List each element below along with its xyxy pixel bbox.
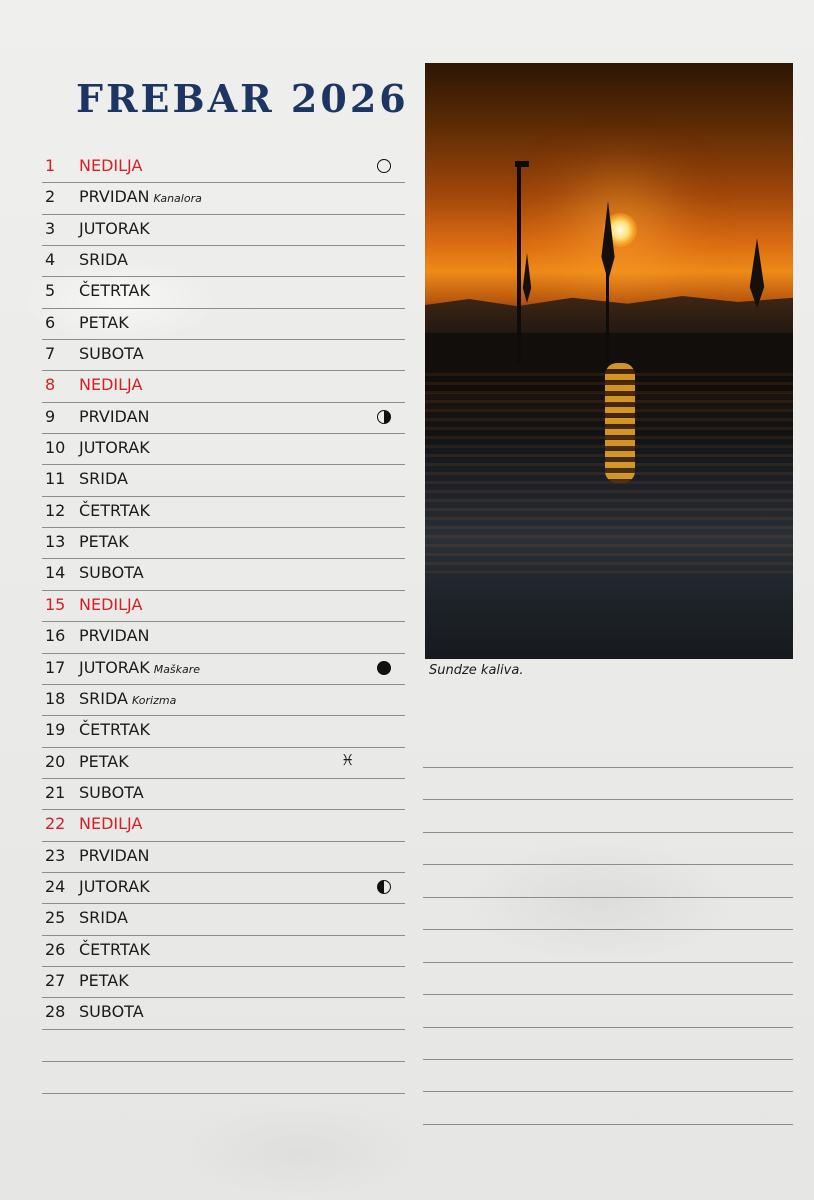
day-name-wrap xyxy=(79,438,150,457)
day-row xyxy=(42,309,405,340)
day-name: JUTORAK xyxy=(79,218,150,238)
day-number: 3 xyxy=(45,218,56,238)
day-name-wrap xyxy=(79,940,150,959)
day-row xyxy=(42,528,405,559)
day-number: 8 xyxy=(45,375,56,395)
day-name: JUTORAK xyxy=(79,657,150,677)
day-name: PETAK xyxy=(79,312,129,332)
day-name-wrap xyxy=(79,752,129,771)
day-row xyxy=(42,779,405,810)
umbrella xyxy=(520,253,534,303)
day-name-wrap xyxy=(79,1002,144,1021)
pisces-icon: ♓ xyxy=(341,750,355,769)
notes-area xyxy=(423,767,793,1125)
day-name: PRVIDAN xyxy=(79,406,150,426)
sun-reflection xyxy=(605,363,635,483)
day-name-wrap xyxy=(79,814,142,833)
day-number: 11 xyxy=(45,469,66,489)
day-name: ČETRTAK xyxy=(79,720,150,740)
hills xyxy=(425,281,793,341)
note-line xyxy=(423,833,793,865)
day-row xyxy=(42,622,405,653)
day-name: NEDILJA xyxy=(79,375,143,395)
day-list xyxy=(42,152,405,1094)
day-name: PRVIDAN xyxy=(79,626,150,646)
day-row xyxy=(42,591,405,622)
umbrella-pole xyxy=(606,273,609,363)
day-number: 17 xyxy=(45,657,66,677)
day-name-wrap xyxy=(79,281,150,300)
day-row xyxy=(42,152,405,183)
day-name: SRIDA xyxy=(79,250,128,270)
day-row xyxy=(42,936,405,967)
day-name-wrap xyxy=(79,375,142,394)
day-number: 12 xyxy=(45,500,66,520)
day-number: 2 xyxy=(45,187,56,207)
day-number: 1 xyxy=(45,156,56,175)
day-number: 21 xyxy=(45,782,66,802)
day-row xyxy=(42,277,405,308)
note-line xyxy=(423,930,793,962)
day-name-wrap xyxy=(79,626,150,645)
day-name: ČETRTAK xyxy=(79,939,150,959)
day-row xyxy=(42,215,405,246)
day-name-wrap xyxy=(79,595,142,614)
day-row xyxy=(42,748,405,779)
day-row xyxy=(42,497,405,528)
day-number: 13 xyxy=(45,532,66,552)
day-name-wrap xyxy=(79,846,150,865)
day-name-wrap xyxy=(79,501,150,520)
day-row xyxy=(42,654,405,685)
day-name-wrap xyxy=(79,689,176,708)
calendar-title: FREBAR 2026 xyxy=(76,76,409,121)
day-row xyxy=(42,465,405,496)
day-name: SRIDA xyxy=(79,469,128,489)
day-name-wrap xyxy=(79,658,200,677)
day-name-wrap xyxy=(79,344,144,363)
day-number: 23 xyxy=(45,845,66,865)
day-row xyxy=(42,183,405,214)
day-number: 27 xyxy=(45,970,66,990)
day-name: ČETRTAK xyxy=(79,281,150,301)
day-number: 22 xyxy=(45,814,66,834)
day-name-wrap xyxy=(79,563,144,582)
day-name-wrap xyxy=(79,407,150,426)
day-name-wrap xyxy=(79,783,144,802)
day-name: NEDILJA xyxy=(79,156,143,175)
day-name: JUTORAK xyxy=(79,876,150,896)
note-line xyxy=(423,1092,793,1124)
note-line xyxy=(423,800,793,832)
day-name-wrap xyxy=(79,720,150,739)
day-number: 7 xyxy=(45,344,56,364)
note-line xyxy=(423,1028,793,1060)
day-number: 6 xyxy=(45,312,56,332)
full-moon-icon xyxy=(377,159,391,173)
holiday-note: Maškare xyxy=(153,662,201,676)
day-number: 9 xyxy=(45,406,56,426)
holiday-note: Kanalora xyxy=(153,192,202,206)
note-line xyxy=(423,768,793,800)
day-name-wrap xyxy=(79,219,150,238)
day-name-wrap xyxy=(79,532,129,551)
sunset-photo xyxy=(425,63,793,659)
blank-row xyxy=(42,1030,405,1062)
new-moon-icon xyxy=(377,661,391,675)
note-line xyxy=(423,995,793,1027)
day-row xyxy=(42,434,405,465)
day-number: 25 xyxy=(45,908,66,928)
note-line xyxy=(423,898,793,930)
day-name: PRVIDAN xyxy=(79,187,150,207)
day-name-wrap xyxy=(79,156,142,175)
day-number: 28 xyxy=(45,1002,66,1022)
day-number: 16 xyxy=(45,626,66,646)
day-name: SRIDA xyxy=(79,688,128,708)
photo-caption: Sundze kaliva. xyxy=(429,663,524,678)
day-row xyxy=(42,873,405,904)
day-name: JUTORAK xyxy=(79,438,150,458)
holiday-note: Korizma xyxy=(131,693,177,707)
day-row xyxy=(42,716,405,747)
day-row xyxy=(42,685,405,716)
day-row xyxy=(42,371,405,402)
day-name-wrap xyxy=(79,250,128,269)
day-number: 15 xyxy=(45,594,66,614)
day-row xyxy=(42,246,405,277)
blank-row xyxy=(42,1062,405,1094)
day-row xyxy=(42,403,405,434)
day-name: SUBOTA xyxy=(79,344,144,364)
day-number: 5 xyxy=(45,281,56,301)
day-name-wrap xyxy=(79,313,129,332)
day-number: 20 xyxy=(45,751,66,771)
day-name: PETAK xyxy=(79,970,129,990)
day-number: 24 xyxy=(45,876,66,896)
day-name: SUBOTA xyxy=(79,782,144,802)
day-name: NEDILJA xyxy=(79,814,143,834)
day-name-wrap xyxy=(79,908,128,927)
day-row xyxy=(42,998,405,1029)
day-name-wrap xyxy=(79,877,150,896)
day-name: ČETRTAK xyxy=(79,500,150,520)
first-moon-icon xyxy=(377,410,391,424)
day-number: 26 xyxy=(45,939,66,959)
day-row xyxy=(42,842,405,873)
lamp-post xyxy=(517,163,521,363)
day-row xyxy=(42,559,405,590)
day-number: 10 xyxy=(45,438,66,458)
day-name: PETAK xyxy=(79,532,129,552)
note-line xyxy=(423,963,793,995)
day-name: SRIDA xyxy=(79,908,128,928)
lamp-head xyxy=(515,161,529,167)
day-row xyxy=(42,967,405,998)
day-row xyxy=(42,340,405,371)
day-name: SUBOTA xyxy=(79,1002,144,1022)
day-name: PETAK xyxy=(79,751,129,771)
note-line xyxy=(423,1060,793,1092)
day-name: PRVIDAN xyxy=(79,845,150,865)
note-line xyxy=(423,865,793,897)
day-name-wrap xyxy=(79,469,128,488)
last-moon-icon xyxy=(377,880,391,894)
day-row xyxy=(42,810,405,841)
day-number: 18 xyxy=(45,688,66,708)
day-name: SUBOTA xyxy=(79,563,144,583)
day-number: 4 xyxy=(45,250,56,270)
day-name-wrap xyxy=(79,971,129,990)
umbrella xyxy=(745,238,769,308)
day-name-wrap xyxy=(79,187,202,206)
day-row xyxy=(42,904,405,935)
day-number: 14 xyxy=(45,563,66,583)
day-name: NEDILJA xyxy=(79,594,143,614)
day-number: 19 xyxy=(45,720,66,740)
